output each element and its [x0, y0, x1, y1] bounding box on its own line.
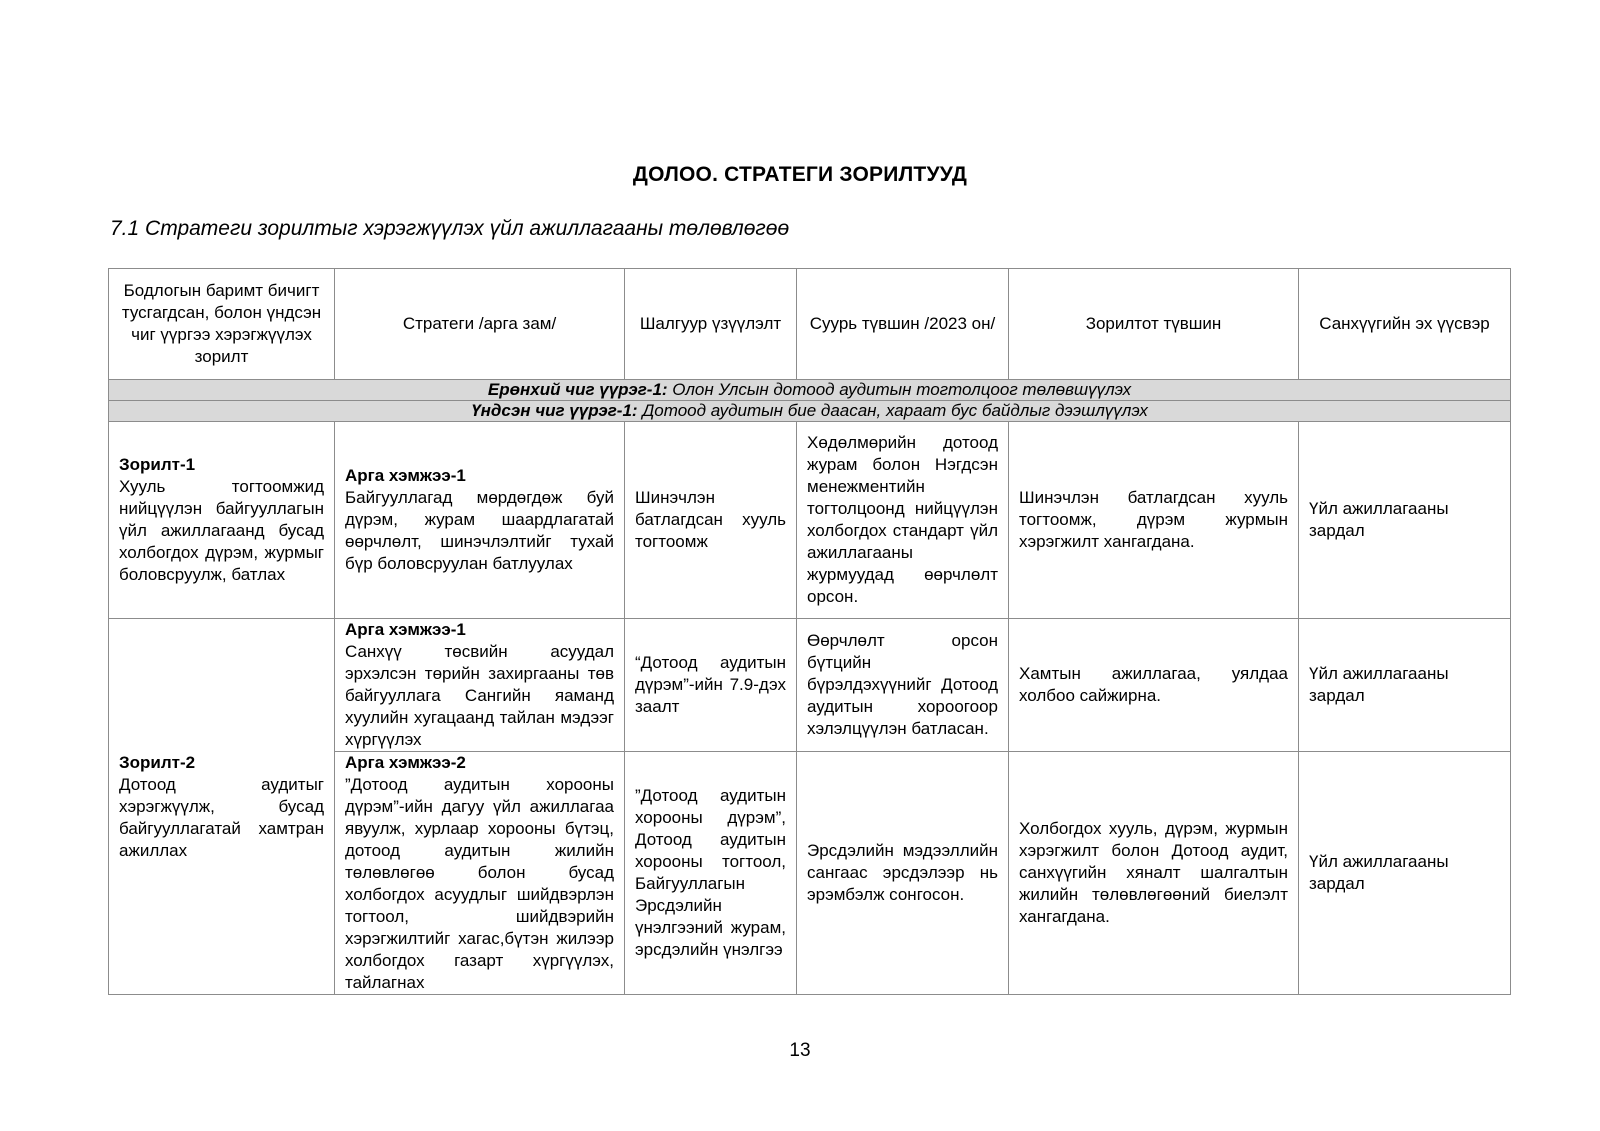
general-function-label: Ерөнхий чиг үүрэг-1: [487, 380, 668, 399]
main-function-label: Үндсэн чиг үүрэг-1: [471, 401, 638, 420]
header-target: Зорилтот түвшин [1009, 269, 1299, 380]
action-cell [335, 422, 625, 619]
strategy-plan-table [108, 268, 1511, 995]
general-function-text: Олон Улсын дотоод аудитын тогтолцоог төлөвшүүлэх [667, 380, 1132, 399]
action-title: Арга хэмжээ-1 [345, 466, 466, 485]
header-goal: Бодлогын баримт бичигт тусгагдсан, болон үндсэн чиг үүргээ хэрэгжүүлэх зорилт [109, 269, 335, 380]
criteria-cell: Шинэчлэн батлагдсан хууль тогтоомж [625, 422, 797, 619]
action-text: Санхүү төсвийн асуудал эрхэлсэн төрийн захиргааны төв байгууллага Сангийн яаманд хуулийн хугацаанд тайлан мэдээг хүргүүлэх [345, 642, 614, 749]
general-function-row [109, 380, 1511, 401]
baseline-cell: Хөдөлмөрийн дотоод журам болон Нэгдсэн менежментийн тогтолцоонд нийцүүлэн холбогдох стандарт үйл ажиллагааны журмуудад өөрчлөлт орсон. [797, 422, 1009, 619]
table-row [109, 619, 1511, 752]
action-title: Арга хэмжээ-1 [345, 620, 466, 639]
criteria-cell: “Дотоод аудитын дүрэм”-ийн 7.9-дэх заалт [625, 619, 797, 752]
header-baseline: Суурь түвшин /2023 он/ [797, 269, 1009, 380]
action-cell [335, 619, 625, 752]
header-criteria: Шалгуур үзүүлэлт [625, 269, 797, 380]
section-subtitle: 7.1 Стратеги зорилтыг хэрэгжүүлэх үйл ажиллагааны төлөвлөгөө [110, 217, 790, 240]
goal-text: Хууль тогтоомжид нийцүүлэн байгууллагын үйл ажиллагаанд бусад холбогдох дүрэм, журмыг боловсруулж, батлах [119, 477, 324, 584]
header-strategy: Стратеги /арга зам/ [335, 269, 625, 380]
page-title: ДОЛОО. СТРАТЕГИ ЗОРИЛТУУД [632, 163, 968, 186]
goal-title: Зорилт-1 [119, 455, 196, 474]
target-cell: Холбогдох хууль, дүрэм, журмын хэрэгжилт болон Дотоод аудит, санхүүгийн хяналт шалгалтын жилийн төлөвлөгөөний биелэлт хангагдана. [1009, 752, 1299, 995]
main-function-row [109, 401, 1511, 422]
funding-cell: Үйл ажиллагааны зардал [1299, 752, 1511, 995]
table-row [109, 422, 1511, 619]
goal-cell [109, 422, 335, 619]
main-function-text: Дотоод аудитын бие даасан, хараат бус байдлыг дээшлүүлэх [637, 401, 1148, 420]
action-text: ”Дотоод аудитын хорооны дүрэм”-ийн дагуу үйл ажиллагаа явуулж, хурлаар хорооны бүтэц, дотоод аудитын жилийн төлөвлөгөө болон бусад холбогдох асуудлыг шийдвэрлэн тогтоол, шийдвэрийн хэрэгжилтийг хагас,бүтэн жилээр холбогдох газарт хүргүүлэх, тайлагнах [345, 775, 614, 992]
goal-text: Дотоод аудитыг хэрэгжүүлж, бусад байгууллагатай хамтран ажиллах [119, 774, 324, 860]
target-cell: Шинэчлэн батлагдсан хууль тогтоомж, дүрэм журмын хэрэгжилт хангагдана. [1009, 422, 1299, 619]
table-header-row [109, 269, 1511, 380]
criteria-cell: ”Дотоод аудитын хорооны дүрэм”, Дотоод аудитын хорооны тогтоол, Байгууллагын Эрсдэлийн үнэлгээний журам, эрсдэлийн үнэлгээ [625, 752, 797, 995]
action-title: Арга хэмжээ-2 [345, 753, 466, 772]
baseline-cell: Эрсдэлийн мэдээллийн сангаас эрсдэлээр нь эрэмбэлж сонгосон. [797, 752, 1009, 995]
page-number: 13 [789, 1040, 811, 1061]
baseline-cell: Өөрчлөлт орсон бүтцийн бүрэлдэхүүнийг Дотоод аудитын хороогоор хэлэлцүүлэн батласан. [797, 619, 1009, 752]
goal-cell [109, 619, 335, 995]
action-text: Байгууллагад мөрдөгдөж буй дүрэм, журам шаардлагатай өөрчлөлт, шинэчлэлтийг тухай бүр боловсруулан батлуулах [345, 488, 614, 573]
goal-title: Зорилт-2 [119, 752, 196, 772]
funding-cell: Үйл ажиллагааны зардал [1299, 422, 1511, 619]
header-funding: Санхүүгийн эх үүсвэр [1299, 269, 1511, 380]
funding-cell: Үйл ажиллагааны зардал [1299, 619, 1511, 752]
target-cell: Хамтын ажиллагаа, уялдаа холбоо сайжирна. [1009, 619, 1299, 752]
action-cell [335, 752, 625, 995]
